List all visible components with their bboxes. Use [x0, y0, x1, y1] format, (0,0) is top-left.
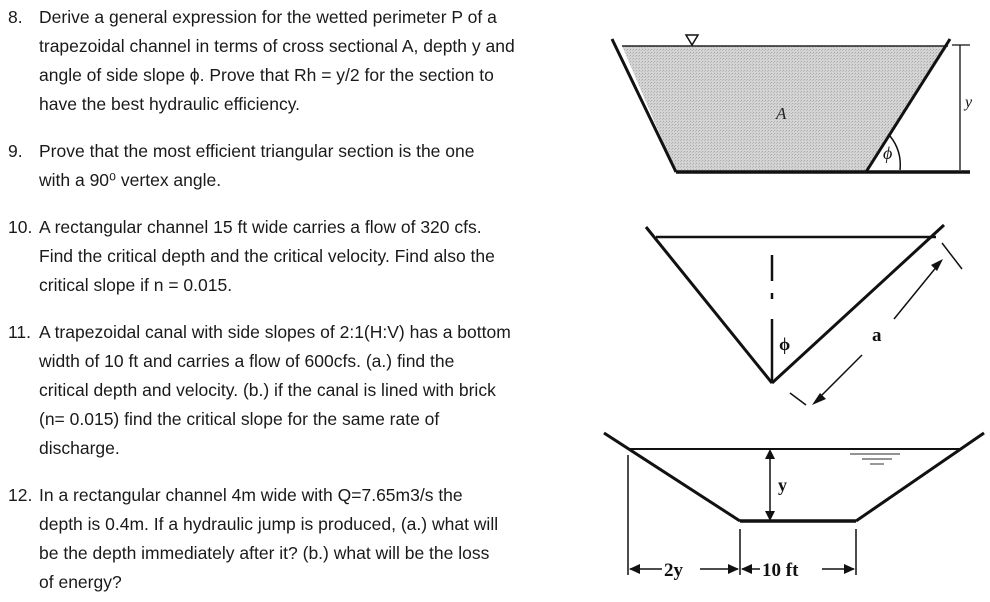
problem-line: with a 90⁰ vertex angle.	[39, 170, 222, 190]
side-extension-line	[942, 243, 962, 269]
triangle-channel-figure	[640, 215, 980, 415]
side-extension-line	[790, 393, 806, 405]
problem-line: critical slope if n = 0.015.	[39, 275, 233, 295]
side-dimension-line	[894, 265, 938, 319]
problem-number: 9.	[8, 141, 23, 161]
dimension-arrow-head	[812, 393, 826, 405]
problem-number: 10.	[8, 217, 33, 237]
problem-line: A trapezoidal canal with side slopes of 2:1(H:V) has a bottom	[39, 322, 511, 342]
bottom-dimension-label: 10 ft	[762, 560, 799, 581]
problem-line: discharge.	[39, 438, 120, 458]
problem-number: 11.	[8, 322, 32, 342]
side-dimension-line	[818, 355, 862, 399]
problem-line: have the best hydraulic efficiency.	[39, 94, 301, 114]
problem-line: A rectangular channel 15 ft wide carries a flow of 320 cfs.	[39, 217, 482, 237]
problem-text	[39, 137, 574, 195]
problem-line: Find the critical depth and the critical velocity. Find also the	[39, 246, 495, 266]
depth-label: y	[778, 475, 787, 495]
left-dimension-label: 2y	[664, 560, 683, 581]
problem-line: width of 10 ft and carries a flow of 600cfs. (a.) find the	[39, 351, 455, 371]
problem-12	[8, 481, 578, 597]
problem-11	[8, 318, 578, 463]
problem-line: Prove that the most efficient triangular section is the one	[39, 141, 475, 161]
problem-line: of energy?	[39, 572, 122, 592]
angle-label: ϕ	[779, 334, 791, 354]
dimension-arrow-head	[728, 564, 739, 574]
problem-10	[8, 213, 578, 300]
dimension-arrow-head	[629, 564, 640, 574]
problem-line: trapezoidal channel in terms of cross sectional A, depth y and	[39, 36, 515, 56]
problem-text	[39, 318, 574, 463]
problem-line: In a rectangular channel 4m wide with Q=7.65m3/s the	[39, 485, 463, 505]
problem-line: critical depth and velocity. (b.) if the canal is lined with brick	[39, 380, 496, 400]
problem-text	[39, 3, 574, 119]
problem-line: be the depth immediately after it? (b.) what will be the loss	[39, 543, 490, 563]
problem-line: Derive a general expression for the wetted perimeter P of a	[39, 7, 497, 27]
problem-number: 12.	[8, 485, 33, 505]
problem-line: angle of side slope ϕ. Prove that Rh = y/2 for the section to	[39, 65, 494, 85]
problem-number: 8.	[8, 7, 23, 27]
problem-line: depth is 0.4m. If a hydraulic jump is produced, (a.) what will	[39, 514, 499, 534]
depth-label: y	[965, 94, 973, 111]
area-label: A	[776, 104, 787, 123]
dimension-arrow-head	[741, 564, 752, 574]
dimension-arrow-head	[765, 449, 775, 459]
angle-label: ϕ	[883, 143, 893, 163]
triangle-left-side	[646, 227, 772, 383]
problem-line: (n= 0.015) find the critical slope for the same rate of	[39, 409, 440, 429]
water-level-icon	[686, 35, 698, 45]
problem-9	[8, 137, 578, 195]
side-label: a	[872, 325, 882, 346]
canal-right-bank	[856, 433, 984, 521]
dimension-arrow-head	[844, 564, 855, 574]
problem-list	[8, 3, 578, 597]
dimension-arrow-head	[931, 259, 943, 271]
canal-figure	[600, 425, 990, 590]
canal-left-bank	[604, 433, 740, 521]
problem-text	[39, 213, 574, 300]
problem-8	[8, 3, 578, 119]
problem-text	[39, 481, 574, 597]
trapezoid-channel-figure	[600, 25, 985, 185]
